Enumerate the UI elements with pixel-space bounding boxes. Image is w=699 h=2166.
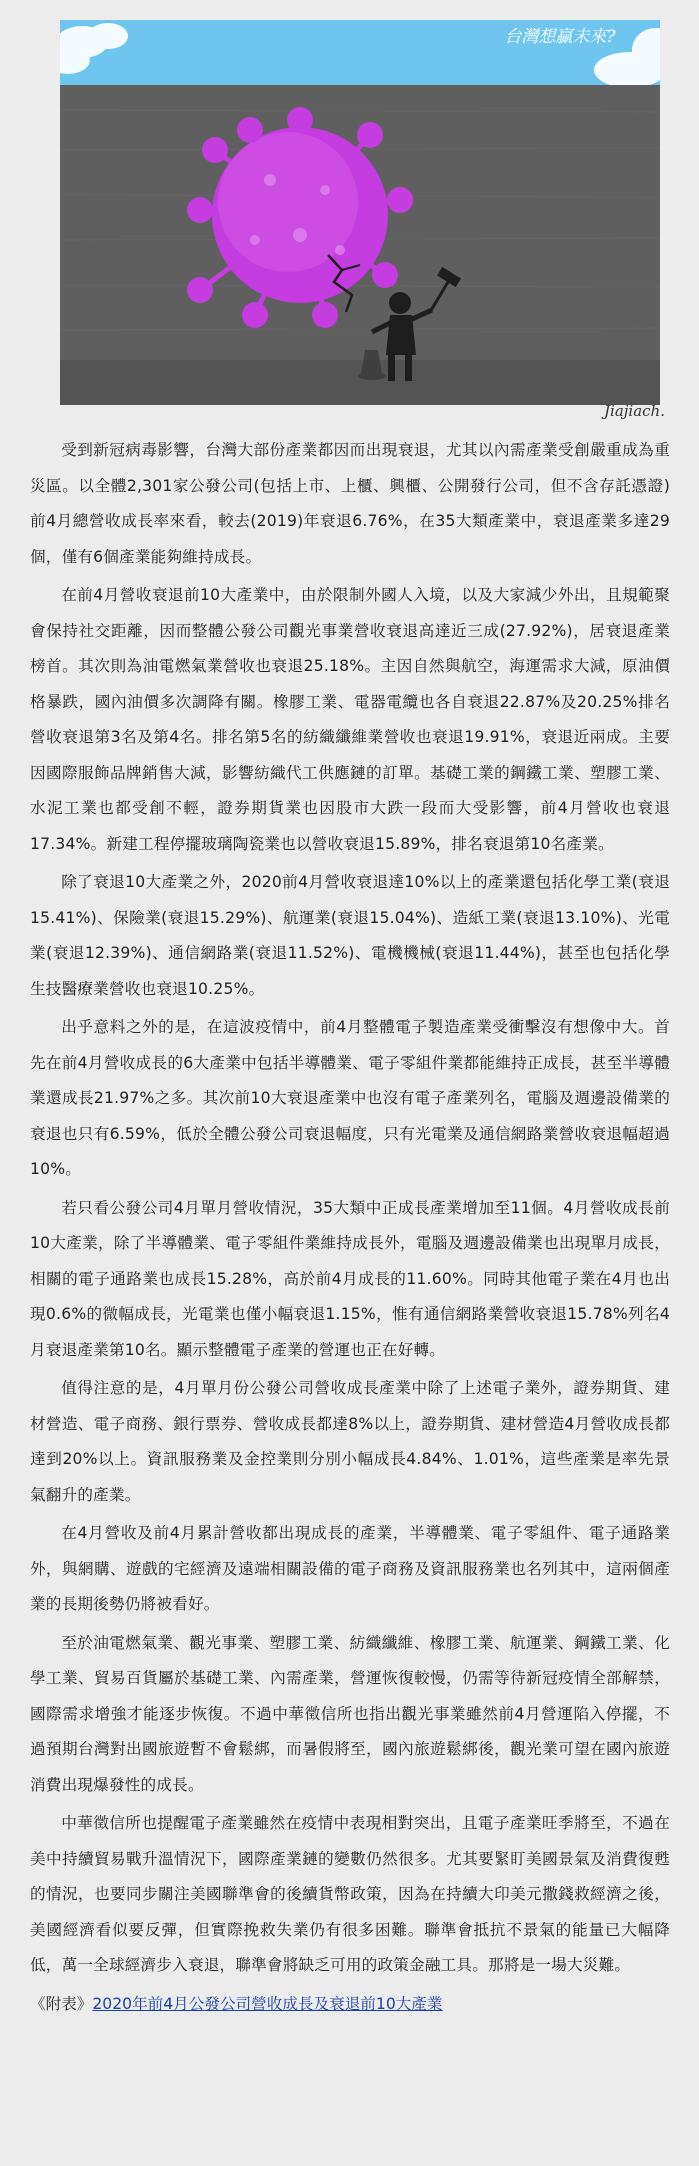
appendix-line xyxy=(30,1987,670,2022)
appendix-prefix: 《附表》 xyxy=(30,1994,93,2013)
article-paragraph: 中華徵信所也提醒電子產業雖然在疫情中表現相對突出，且電子產業旺季將至，不過在美中持續貿易戰升溫情況下，國際產業鏈的變數仍然很多。尤其要緊盯美國景氣及消費復甦的情況，也要同步關注美國聯準會的後續貨幣政策，因為在持續大印美元撒錢救經濟之後，美國經濟看似要反彈，但實際挽救失業仍有很多困難。聯準會抵抗不景氣的能量已大幅降低，萬一全球經濟步入衰退，聯準會將缺乏可用的政策金融工具。那將是一場大災難。 xyxy=(30,1814,670,1974)
article-paragraph: 至於油電燃氣業、觀光事業、塑膠工業、紡織纖維、橡膠工業、航運業、鋼鐵工業、化學工業、貿易百貨屬於基礎工業、內需產業，營運恢復較慢，仍需等待新冠疫情全部解禁，國際需求增強才能逐步恢復。不過中華徵信所也指出觀光事業雖然前4月營運陷入停擺，不過預期台灣對出國旅遊暫不會鬆綁，而暑假將至，國內旅遊鬆綁後，觀光業可望在國內旅遊消費出現爆發性的成長。 xyxy=(30,1633,670,1794)
article-paragraph: 受到新冠病毒影響，台灣大部份產業都因而出現衰退，尤其以內需產業受創嚴重成為重災區。以全體2,301家公發公司(包括上市、上櫃、興櫃、公開發行公司，但不含存託憑證)前4月總營收成長率來看，較去(2019)年衰退6.76%，在35大類產業中，衰退產業多達29個，僅有6個產業能夠維持成長。 xyxy=(30,441,670,566)
article-paragraph: 若只看公發公司4月單月營收情況，35大類中正成長產業增加至11個。4月營收成長前10大產業，除了半導體業、電子零組件業維持成長外，電腦及週邊設備業也出現單月成長，相關的電子通路業也成長15.28%，高於前4月成長的11.60%。同時其他電子業在4月也出現0.6%的微幅成長，光電業也僅小幅衰退1.15%，惟有通信網路業營收衰退15.78%列名4月衰退產業第10名。顯示整體電子產業的營運也正在好轉。 xyxy=(30,1198,670,1359)
article-paragraph: 值得注意的是，4月單月份公發公司營收成長產業中除了上述電子業外，證券期貨、建材營造、電子商務、銀行票券、營收成長都達8%以上，證券期貨、建材營造4月營收成長都達到20%以上。資訊服務業及金控業則分別小幅成長4.84%、1.01%，這些產業是率先景氣翻升的產業。 xyxy=(30,1379,670,1504)
article-paragraph: 出乎意料之外的是，在這波疫情中，前4月整體電子製造產業受衝擊沒有想像中大。首先在前4月營收成長的6大產業中包括半導體業、電子零組件業都能維持正成長，甚至半導體業還成長21.97%之多。其次前10大衰退產業中也沒有電子產業列名，電腦及週邊設備業的衰退也只有6.59%，低於全體公發公司衰退幅度，只有光電業及通信網路業營收衰退幅超過10%。 xyxy=(30,1018,670,1178)
article-paragraph: 除了衰退10大產業之外，2020前4月營收衰退達10%以上的產業還包括化學工業(衰退15.41%)、保險業(衰退15.29%)、航運業(衰退15.04%)、造紙工業(衰退13.10%)、光電業(衰退12.39%)、通信網路業(衰退11.52%)、電機機械(衰退11.44%)，甚至也包括化學生技醫療業營收也衰退10.25%。 xyxy=(30,873,670,998)
artist-signature: Jiajiach. xyxy=(604,402,665,420)
article-illustration xyxy=(60,20,660,405)
article-paragraph: 在前4月營收衰退前10大產業中，由於限制外國人入境，以及大家減少外出，且規範聚會保持社交距離，因而整體公發公司觀光事業營收衰退高達近三成(27.92%)，居衰退產業榜首。其次則為油電燃氣業營收也衰退25.18%。主因自然與航空，海運需求大減，原油價格暴跌，國內油價多次調降有關。橡膠工業、電器電纜也各自衰退22.87%及20.25%排名營收衰退第3名及第4名。排名第5名的紡織纖維業營收也衰退19.91%，衰退近兩成。主要因國際服飾品牌銷售大減，影響紡織代工供應鏈的訂單。基礎工業的鋼鐵工業、塑膠工業、水泥工業也都受創不輕，證券期貨業也因股市大跌一段而大受影響，前4月營收也衰退17.34%。新建工程停擺玻璃陶瓷業也以營收衰退15.89%，排名衰退第10名產業。 xyxy=(30,586,670,853)
illustration-caption: 台灣想贏未來? xyxy=(504,27,616,47)
appendix-table-link[interactable]: 2020年前4月公發公司營收成長及衰退前10大產業 xyxy=(92,1994,443,2013)
article-paragraph: 在4月營收及前4月累計營收都出現成長的產業，半導體業、電子零組件、電子通路業外，與網購、遊戲的宅經濟及遠端相關設備的電子商務及資訊服務業也名列其中，這兩個產業的長期後勢仍將被看好。 xyxy=(30,1524,670,1613)
article-body xyxy=(30,433,670,2022)
